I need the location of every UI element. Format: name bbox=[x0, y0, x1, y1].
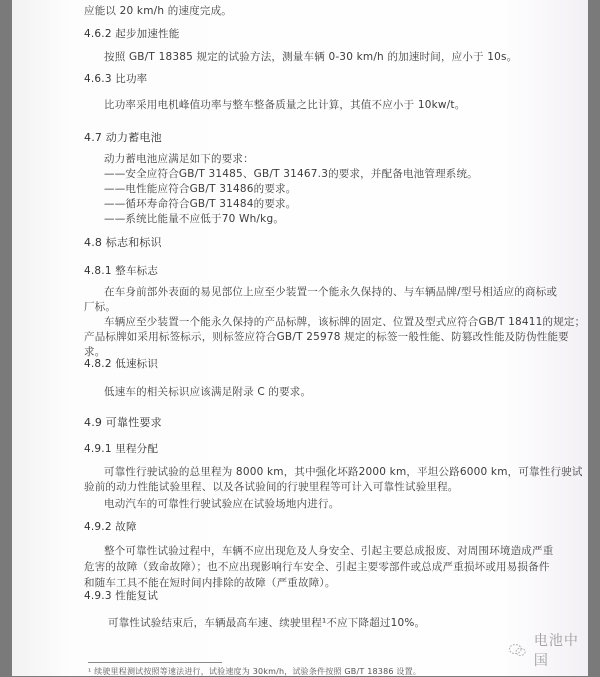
heading-4-8-1: 4.8.1 整车标志 bbox=[84, 265, 159, 277]
paragraph-line: 电动汽车的可靠性行驶试验应在试验场地内进行。 bbox=[104, 498, 340, 510]
paragraph-line: 应能以 20 km/h 的速度完成。 bbox=[84, 5, 232, 17]
paragraph-line: 低速车的相关标识应该满足附录 C 的要求。 bbox=[104, 386, 312, 398]
paragraph-line: 车辆应至少装置一个能永久保持的产品标牌，该标牌的固定、位置及型式应符合GB/T 18411的规定； bbox=[104, 316, 586, 328]
paragraph-line: 在车身前部外表面的易见部位上应至少装置一个能永久保持的、与车辆品牌/型号相适应的商标或 bbox=[104, 286, 558, 298]
heading-4-9: 4.9 可靠性要求 bbox=[84, 416, 162, 429]
list-item: ——安全应符合GB/T 31485、GB/T 31467.3的要求，并配备电池管理系统。 bbox=[104, 168, 478, 180]
heading-4-8: 4.8 标志和标识 bbox=[84, 236, 162, 249]
paragraph-line: 危害的故障（致命故障）；也不应出现影响行车安全、引起主要零部件或总成严重损坏或用易损备件 bbox=[84, 561, 550, 573]
document-page bbox=[12, 0, 588, 676]
wechat-icon bbox=[508, 642, 528, 658]
paragraph-line: 产品标牌如采用标签标示，则标签应符合GB/T 25978 规定的标签一般性能、防篡改性能及防伪性能要 bbox=[84, 331, 569, 343]
heading-4-7: 4.7 动力蓄电池 bbox=[84, 131, 162, 144]
list-item: ——循环寿命符合GB/T 31484的要求。 bbox=[104, 198, 297, 210]
heading-4-9-1: 4.9.1 里程分配 bbox=[84, 443, 159, 455]
heading-4-9-2: 4.9.2 故障 bbox=[84, 521, 137, 533]
watermark bbox=[508, 633, 588, 669]
paragraph-line: 比功率采用电机峰值功率与整车整备质量之比计算，其值不应小于 10kw/t。 bbox=[104, 99, 466, 111]
paragraph-line: 可靠性行驶试验的总里程为 8000 km，其中强化坏路2000 km，平坦公路6000 km，可靠性行驶试 bbox=[104, 466, 583, 478]
list-item: ——系统比能量不应低于70 Wh/kg。 bbox=[104, 213, 285, 225]
paragraph-line: 动力蓄电池应满足如下的要求： bbox=[104, 153, 254, 165]
paragraph-line: 厂标。 bbox=[84, 301, 117, 313]
watermark-text: 电池中国 bbox=[533, 633, 579, 669]
paragraph-line: 可靠性试验结束后，车辆最高车速、续驶里程¹不应下降超过10%。 bbox=[108, 617, 426, 629]
list-item: ——电性能应符合GB/T 31486的要求。 bbox=[104, 183, 297, 195]
paragraph-line: 验前的动力性能试验里程、以及各试验间的行驶里程等可计入可靠性试验里程。 bbox=[84, 481, 459, 493]
footnote: ¹ 续驶里程测试按照等速法进行，试验速度为 30km/h，试验条件按照 GB/T 18386 设置。 bbox=[88, 667, 422, 676]
paragraph-line: 求。 bbox=[84, 346, 106, 358]
heading-4-6-2: 4.6.2 起步加速性能 bbox=[84, 28, 180, 40]
footnote-divider bbox=[88, 662, 222, 663]
paragraph-line: 按照 GB/T 18385 规定的试验方法，测量车辆 0-30 km/h 的加速时间，应小于 10s。 bbox=[104, 51, 518, 63]
paragraph-line: 整个可靠性试验过程中，车辆不应出现危及人身安全、引起主要总成报废、对周围环境造成严重 bbox=[104, 545, 554, 557]
paragraph-line: 和随车工具不能在短时间内排除的故障（严重故障）。 bbox=[84, 577, 336, 589]
heading-4-9-3: 4.9.3 性能复试 bbox=[84, 590, 159, 602]
heading-4-8-2: 4.8.2 低速标识 bbox=[84, 358, 159, 370]
heading-4-6-3: 4.6.3 比功率 bbox=[84, 73, 148, 85]
